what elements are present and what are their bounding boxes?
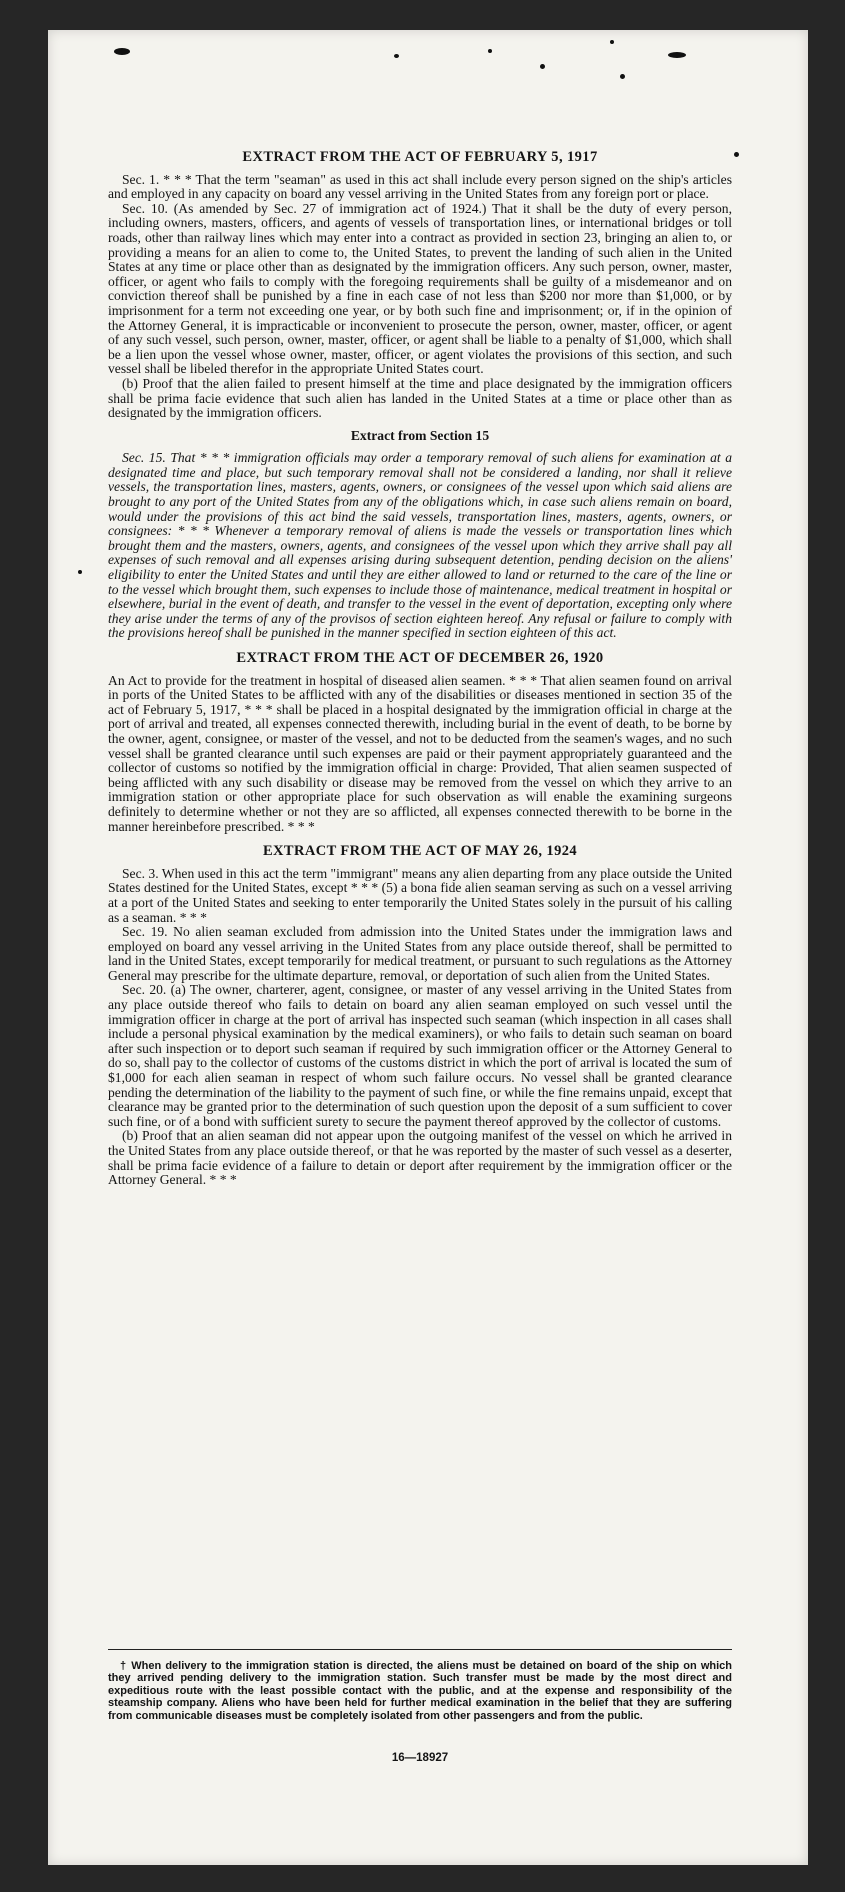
paragraph-sec-10-b: (b) Proof that the alien failed to present himself at the time and place designated by the immigration officers shall be prima facie evidence that such alien has landed in the United States at a time or place other than as designated by the immigration officers. xyxy=(108,375,732,421)
scan-speck xyxy=(540,64,545,69)
document-number: 16—18927 xyxy=(391,1752,449,1764)
heading-act-1920: EXTRACT FROM THE ACT OF DECEMBER 26, 1920 xyxy=(236,650,604,666)
footnote xyxy=(108,1660,732,1722)
paragraph-sec-20-a: Sec. 20. (a) The owner, charterer, agent, consignee, or master of any vessel arriving in the United States from any place outside thereof who fails to detain on board any alien seaman employed on such vessel until the immigration officer in charge at the port of arrival has inspected such seaman (which inspection in all cases shall include a personal physical examination by the medical examiners), or who fails to detain such seaman on board after such inspection or to deport such seaman if required by such immigration officer or the Attorney General to do so, shall pay to the collector of customs of the customs district in which the port of arrival is located the sum of $1,000 for each alien seaman in respect of whom such failure occurs. No vessel shall be granted clearance pending the determination of the liability to the payment of such fine, or while the fine remains unpaid, except that clearance may be granted prior to the determination of such question upon the deposit of a sum sufficient to cover such fine, or of a bond with sufficient surety to secure the payment thereof approved by the collector of customs. xyxy=(108,982,732,1129)
footnote-divider xyxy=(108,1649,732,1650)
scan-speck xyxy=(610,40,614,44)
scan-speck xyxy=(394,54,399,58)
scan-speck xyxy=(78,570,82,574)
heading-act-1924: EXTRACT FROM THE ACT OF MAY 26, 1924 xyxy=(262,843,578,860)
paragraph-sec-3: Sec. 3. When used in this act the term "immigrant" means any alien departing from any place outside the United States destined for the United States, except * * * (5) a bona fide alien seaman serving as such on a vessel arriving at a port of the United States and seeking to enter temporarily the United States solely in the pursuit of his calling as a seaman. * * * xyxy=(108,865,732,925)
paragraph-sec-19: Sec. 19. No alien seaman excluded from admission into the United States under the immigration laws and employed on board any vessel arriving in the United States from any place outside thereof, shall be permitted to land in the United States, except temporarily for medical treatment, or pursuant to such regulations as the Attorney General may prescribe for the ultimate departure, removal, or deportation of such alien from the United States. xyxy=(108,924,732,983)
scan-speck xyxy=(620,74,625,79)
paragraph-sec-1: Sec. 1. * * * That the term "seaman" as used in this act shall include every person signed on the ship's articles and employed in any capacity on board any vessel arriving in the United States from any foreign port or place. xyxy=(108,171,732,202)
scan-speck xyxy=(488,49,492,53)
paragraph-sec-10: Sec. 10. (As amended by Sec. 27 of immigration act of 1924.) That it shall be the duty of every person, including owners, masters, officers, and agents of vessels of transportation lines, or international bridges or toll roads, other than railway lines which may enter into a contract as provided in section 23, bringing an alien to, or providing a means for an alien to come to, the United States, to prevent the landing of such alien in the United States at any time or place other than as designated by the immigration officers. Any such person, owner, master, officer, or agent who fails to comply with the foregoing requirements shall be guilty of a misdemeanor and on conviction thereof shall be punished by a fine in each case of not less than $200 nor more than $1,000, or by imprisonment for a term not exceeding one year, or by both such fine and imprisonment; or, if in the opinion of the Attorney General, it is impracticable or inconvenient to prosecute the person, owner, master, officer, or agent of any such vessel, such person, owner, master, officer, or agent shall be liable to a penalty of $1,000, which shall be a lien upon the vessel whose owner, master, officer, or agent violates the provisions of this section, and such vessel shall be libeled therefor in the appropriate United States court. xyxy=(108,200,732,377)
scan-speck xyxy=(114,48,130,55)
footnote-text: † When delivery to the immigration station is directed, the aliens must be detained on board of the ship on which they arrived pending delivery to the immigration station. Such transfer must be made by the most direct and expeditious route with the least possible contact with the public, and at the expense and responsibility of the steamship company. Aliens who have been held for further medical examination in the belief that they are suffering from communicable diseases must be completely isolated from other passengers and from the public. xyxy=(108,1660,732,1722)
paragraph-sec-15: Sec. 15. That * * * immigration officials may order a temporary removal of such aliens for examination at a designated time and place, but such temporary removal shall not be considered a landing, nor shall it relieve vessels, the transportation lines, masters, agents, owners, or consignees of the vessel upon which said aliens are brought to any port of the United States from any of the obligations which, in case such aliens remain on board, would under the provisions of this act bind the said vessels, transportation lines, masters, agents, owners, or consignees: * * * Whenever a temporary removal of aliens is made the vessels or transportation lines which brought them and the masters, owners, agents, and consignees of the vessel upon which they arrive shall pay all expenses of such removal and all expenses arising during subsequent detention, pending decision on the aliens' eligibility to enter the United States and until they are either allowed to land or returned to the care of the line or to the vessel which brought them, such expenses to include those of maintenance, medical treatment in hospital or elsewhere, burial in the event of death, and transfer to the vessel in the event of deportation, excepting only where they arise under the terms of any of the provisos of section eighteen hereof. Any refusal or failure to comply with the provisions hereof shall be punished in the manner specified in section eighteen of this act. xyxy=(108,450,732,641)
paragraph-act-1920: An Act to provide for the treatment in hospital of diseased alien seamen. * * * That alien seamen found on arrival in ports of the United States to be afflicted with any of the disabilities or diseases mentioned in section 35 of the act of February 5, 1917, * * * shall be placed in a hospital designated by the immigration official in charge at the port of arrival and treated, all expenses connected therewith, including burial in the event of death, to be borne by the owner, agent, consignee, or master of the vessel, and not to be deducted from the seamen's wages, and no such vessel shall be granted clearance until such expenses are paid or their payment appropriately guaranteed and the collector of customs so notified by the immigration official in charge: Provided, That alien seamen suspected of being afflicted with any such disability or disease may be removed from the vessel on which they arrive to an immigration station or other appropriate place for such observation as will enable the examining surgeons definitely to determine whether or not they are so afflicted, all expenses connected therewith to be borne in the manner hereinbefore prescribed. * * * xyxy=(108,672,732,834)
document-body xyxy=(108,150,732,1188)
scan-speck xyxy=(734,152,739,157)
section-15-block xyxy=(108,451,732,641)
heading-act-1917: EXTRACT FROM THE ACT OF FEBRUARY 5, 1917 xyxy=(242,149,598,165)
paragraph-sec-20-b: (b) Proof that an alien seaman did not appear upon the outgoing manifest of the vessel on which he arrived in the United States from any place outside thereof, or that he was reported by the master of such vessel as a deserter, shall be prima facie evidence of a failure to detain or deport after requirement by the immigration officer or the Attorney General. * * * xyxy=(108,1128,732,1188)
scan-speck xyxy=(668,52,686,58)
heading-section-15: Extract from Section 15 xyxy=(350,427,490,443)
